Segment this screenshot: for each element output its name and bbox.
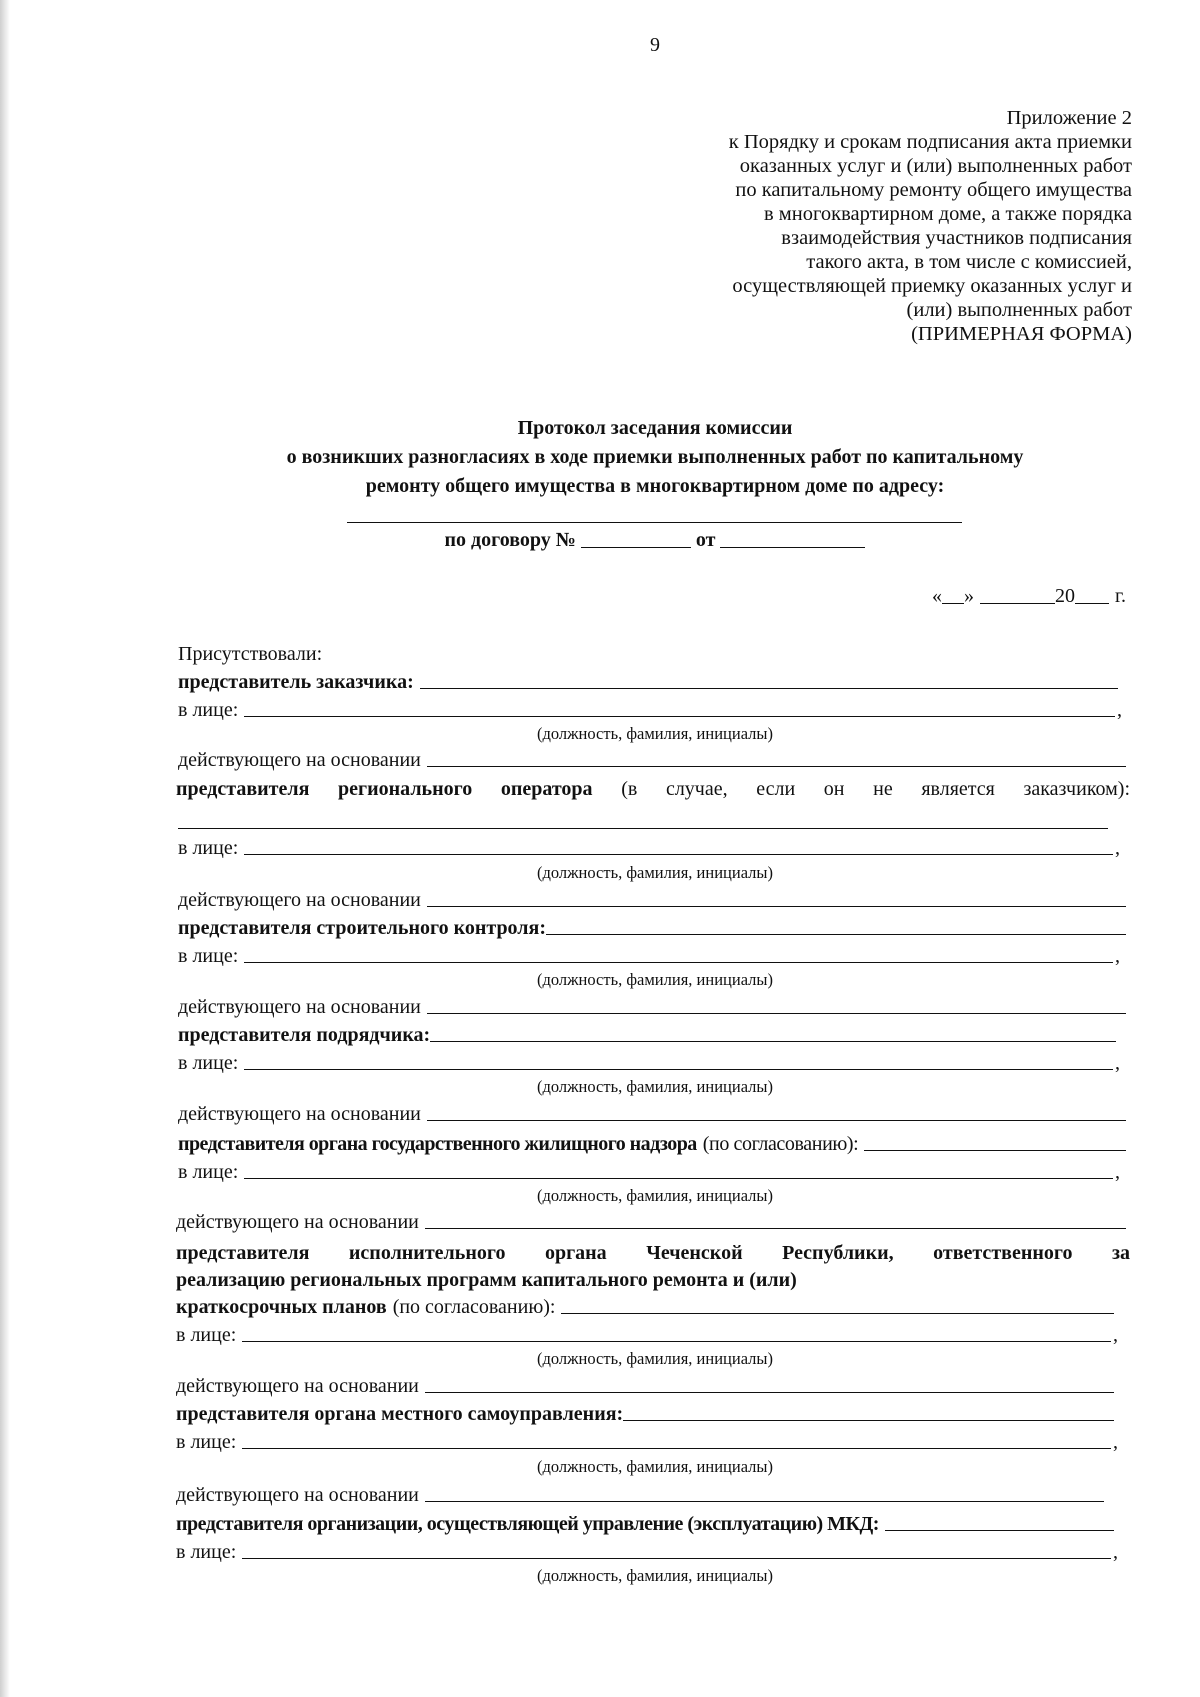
appendix-line: в многоквартирном доме, а также порядка	[764, 203, 1132, 225]
appendix-block	[572, 106, 1132, 346]
local-basis-blank	[425, 1500, 1104, 1502]
in-person-label: в лице:	[176, 1541, 237, 1563]
construction-basis-blank	[427, 1012, 1126, 1014]
regional-operator-blank	[178, 828, 1108, 829]
contract-line	[0, 527, 1200, 552]
regional-person-blank	[244, 853, 1113, 855]
page-number: 9	[650, 34, 660, 56]
acting-basis-label: действующего на основании	[176, 1211, 419, 1233]
executive-body-label-3: краткосрочных планов	[176, 1296, 387, 1318]
executive-person-row	[176, 1321, 1118, 1347]
contractor-person-blank	[244, 1068, 1113, 1070]
management-org-row	[176, 1510, 1118, 1536]
regional-operator-note: (в случае, если он не является заказчиком):	[621, 778, 1131, 800]
construction-control-row	[178, 914, 1130, 940]
management-person-blank	[242, 1557, 1111, 1559]
date-quote-close: »	[964, 585, 975, 607]
contractor-person-row	[178, 1049, 1120, 1075]
in-person-label: в лице:	[176, 1431, 237, 1453]
contract-date-blank	[720, 527, 865, 548]
executive-body-row-3	[176, 1293, 1118, 1319]
appendix-line: (ПРИМЕРНАЯ ФОРМА)	[911, 323, 1132, 345]
date-quote-open: «	[932, 585, 943, 607]
document-title	[170, 414, 1140, 501]
title-line: о возникших разногласиях в ходе приемки выполненных работ по капитальному	[286, 446, 1024, 468]
address-blank	[347, 522, 962, 523]
customer-blank	[420, 687, 1118, 689]
field-hint: (должность, фамилия, инициалы)	[537, 863, 773, 882]
local-person-blank	[242, 1447, 1111, 1449]
executive-body-label-2: реализацию региональных программ капитального ремонта и (или)	[176, 1269, 797, 1291]
contract-label: по договору №	[444, 529, 576, 551]
housing-supervision-label: представителя органа государственного жилищного надзора	[178, 1133, 697, 1155]
housing-supervision-note: (по согласованию):	[702, 1133, 859, 1155]
executive-body-blank	[561, 1312, 1114, 1314]
comma: ,	[1115, 837, 1120, 859]
field-hint: (должность, фамилия, инициалы)	[537, 970, 773, 989]
present-label: Присутствовали:	[178, 643, 323, 665]
field-hint: (должность, фамилия, инициалы)	[537, 1566, 773, 1585]
in-person-label: в лице:	[176, 1324, 237, 1346]
in-person-label: в лице:	[178, 699, 239, 721]
housing-person-blank	[244, 1177, 1113, 1179]
executive-body-note: (по согласованию):	[392, 1296, 556, 1318]
regional-basis-row	[178, 886, 1130, 912]
in-person-label: в лице:	[178, 837, 239, 859]
executive-body-row-1: представителя исполнительного органа Чеченской Республики, ответственного за	[176, 1242, 1130, 1264]
executive-basis-row	[176, 1372, 1118, 1398]
comma: ,	[1115, 1161, 1120, 1183]
executive-body-row-2	[176, 1266, 1130, 1292]
year-suffix: г.	[1115, 585, 1126, 607]
management-org-label: представителя организации, осуществляющей управление (эксплуатацию) МКД:	[176, 1513, 879, 1535]
scan-edge	[0, 0, 10, 1697]
appendix-line: (или) выполненных работ	[906, 299, 1132, 321]
acting-basis-label: действующего на основании	[178, 1103, 421, 1125]
contractor-basis-row	[178, 1100, 1130, 1126]
regional-operator-row	[176, 777, 1130, 801]
customer-basis-row	[178, 746, 1130, 772]
customer-row	[178, 668, 1122, 694]
executive-person-blank	[242, 1340, 1111, 1342]
year-blank	[1075, 585, 1109, 604]
construction-person-blank	[244, 961, 1113, 963]
month-blank	[980, 585, 1055, 604]
comma: ,	[1115, 1052, 1120, 1074]
comma: ,	[1117, 699, 1122, 721]
present-label-row	[178, 640, 1130, 666]
comma: ,	[1113, 1324, 1118, 1346]
customer-label: представитель заказчика:	[178, 671, 414, 693]
management-org-blank	[885, 1529, 1114, 1531]
contract-number-blank	[581, 527, 691, 548]
regional-operator-label: представителя регионального оператора	[176, 778, 593, 800]
housing-person-row	[178, 1158, 1120, 1184]
construction-control-blank	[546, 933, 1126, 935]
management-person-row	[176, 1538, 1118, 1564]
contractor-label: представителя подрядчика:	[178, 1024, 431, 1046]
comma: ,	[1113, 1431, 1118, 1453]
customer-basis-blank	[427, 765, 1126, 767]
title-line: Протокол заседания комиссии	[517, 417, 793, 439]
appendix-line: взаимодействия участников подписания	[781, 227, 1132, 249]
field-hint: (должность, фамилия, инициалы)	[537, 1186, 773, 1205]
housing-basis-row	[176, 1208, 1130, 1234]
appendix-line: такого акта, в том числе с комиссией,	[806, 251, 1132, 273]
local-person-row	[176, 1428, 1118, 1454]
protocol-date	[932, 585, 1126, 608]
title-line: ремонту общего имущества в многоквартирном доме по адресу:	[365, 475, 945, 497]
field-hint: (должность, фамилия, инициалы)	[537, 1349, 773, 1368]
comma: ,	[1115, 945, 1120, 967]
acting-basis-label: действующего на основании	[176, 1375, 419, 1397]
construction-person-row	[178, 942, 1120, 968]
housing-supervision-row	[178, 1130, 1130, 1156]
contractor-basis-blank	[427, 1119, 1126, 1121]
local-government-row	[176, 1400, 1118, 1426]
contractor-blank	[430, 1040, 1116, 1042]
acting-basis-label: действующего на основании	[178, 749, 421, 771]
in-person-label: в лице:	[178, 945, 239, 967]
in-person-label: в лице:	[178, 1161, 239, 1183]
construction-control-label: представителя строительного контроля:	[178, 917, 546, 939]
field-hint: (должность, фамилия, инициалы)	[537, 724, 773, 743]
in-person-label: в лице:	[178, 1052, 239, 1074]
appendix-line: оказанных услуг и (или) выполненных работ	[739, 155, 1132, 177]
construction-basis-row	[178, 993, 1130, 1019]
field-hint: (должность, фамилия, инициалы)	[537, 1457, 773, 1476]
customer-person-row	[178, 696, 1122, 722]
customer-person-blank	[244, 715, 1115, 717]
day-blank	[942, 585, 964, 604]
housing-supervision-blank	[864, 1149, 1126, 1151]
acting-basis-label: действующего на основании	[178, 996, 421, 1018]
local-basis-row	[176, 1481, 1108, 1507]
contract-from-label: от	[695, 529, 716, 551]
local-government-blank	[623, 1419, 1114, 1421]
appendix-line: Приложение 2	[1006, 107, 1132, 129]
executive-basis-blank	[425, 1391, 1114, 1393]
appendix-line: по капитальному ремонту общего имущества	[735, 179, 1132, 201]
regional-basis-blank	[427, 905, 1126, 907]
comma: ,	[1113, 1541, 1118, 1563]
regional-person-row	[178, 834, 1120, 860]
field-hint: (должность, фамилия, инициалы)	[537, 1077, 773, 1096]
local-government-label: представителя органа местного самоуправления:	[176, 1403, 624, 1425]
appendix-line: к Порядку и срокам подписания акта приемки	[728, 131, 1132, 153]
acting-basis-label: действующего на основании	[176, 1484, 419, 1506]
appendix-line: осуществляющей приемку оказанных услуг и	[732, 275, 1132, 297]
acting-basis-label: действующего на основании	[178, 889, 421, 911]
contractor-row	[178, 1021, 1120, 1047]
year-prefix: 20	[1055, 585, 1076, 607]
housing-basis-blank	[425, 1227, 1126, 1229]
